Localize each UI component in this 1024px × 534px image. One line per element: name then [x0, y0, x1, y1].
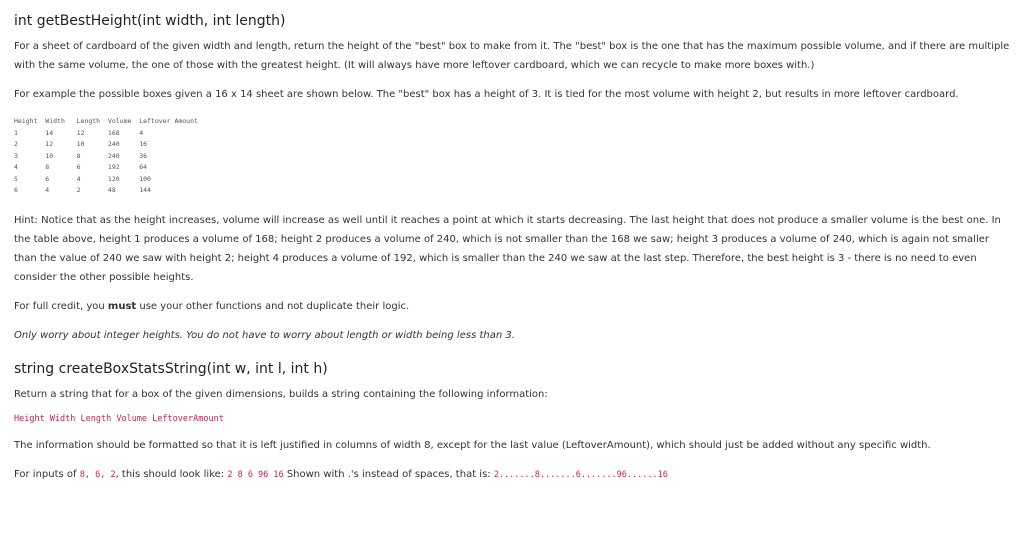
- description-paragraph: For a sheet of cardboard of the given width and length, return the height of the "best" box to make from it. The "best" box is the one that has the maximum possible volume, and if there are multiple with the same volume, the one of those with the greatest height. (It will always have more leftover cardboard, which we can recycle to make more boxes with.): [14, 41, 1010, 71]
- format-code: Height Width Length Volume LeftoverAmount: [14, 413, 224, 424]
- output-code: 2 8 6 96 16: [227, 469, 284, 480]
- integer-note: Only worry about integer heights. You do not have to worry about length or width being less than 3.: [14, 329, 515, 341]
- example-inputs-paragraph: [14, 465, 1010, 485]
- description-paragraph-2: Return a string that for a box of the given dimensions, builds a string containing the following information:: [14, 388, 548, 400]
- inputs-text-2: , this should look like:: [115, 468, 228, 480]
- credit-paragraph: [14, 297, 1010, 316]
- credit-text-end: use your other functions and not duplicate their logic.: [136, 300, 410, 312]
- page: [0, 13, 1024, 485]
- credit-text-start: For full credit, you: [14, 300, 108, 312]
- inputs-code: 8, 6, 2: [79, 469, 116, 480]
- hint-paragraph: Hint: Notice that as the height increases, volume will increase as well until it reaches a point at which it starts decreasing. The last height that does not produce a smaller volume is the best one. In the table above, height 1 produces a volume of 168; height 2 produces a volume of 240, which is not smaller than the 168 we saw; height 3 produces a volume of 240, which is again not smaller than the value of 240 we saw with height 2; height 4 produces a volume of 192, which is smaller than the 240 we saw at the last step. Therefore, the best height is 3 - there is no need to even consider the other possible heights.: [14, 214, 1001, 283]
- formatting-paragraph: The information should be formatted so that it is left justified in columns of width 8, except for the last value (LeftoverAmount), which should just be added without any specific width.: [14, 439, 931, 451]
- function-heading-createboxstatsstring: string createBoxStatsString(int w, int l, int h): [14, 360, 328, 377]
- dotted-output-code: 2.......8.......6.......96......16: [493, 469, 668, 480]
- credit-emphasis: must: [107, 300, 137, 312]
- inputs-text: For inputs of: [14, 468, 80, 480]
- inputs-text-3: Shown with .'s instead of spaces, that is:: [283, 468, 494, 480]
- function-heading-getbestheight: int getBestHeight(int width, int length): [14, 13, 286, 29]
- example-paragraph: For example the possible boxes given a 16 x 14 sheet are shown below. The "best" box has a height of 3. It is tied for the most volume with height 2, but results in more leftover cardboard.: [14, 89, 959, 100]
- example-table: Height Width Length Volume Leftover Amount 1 14 12 168 4 2 12 10 240 16 3 10 8 240 36 4 8 6 192 64 5 6 4 120 100 6 4 2 48 144: [14, 117, 198, 194]
